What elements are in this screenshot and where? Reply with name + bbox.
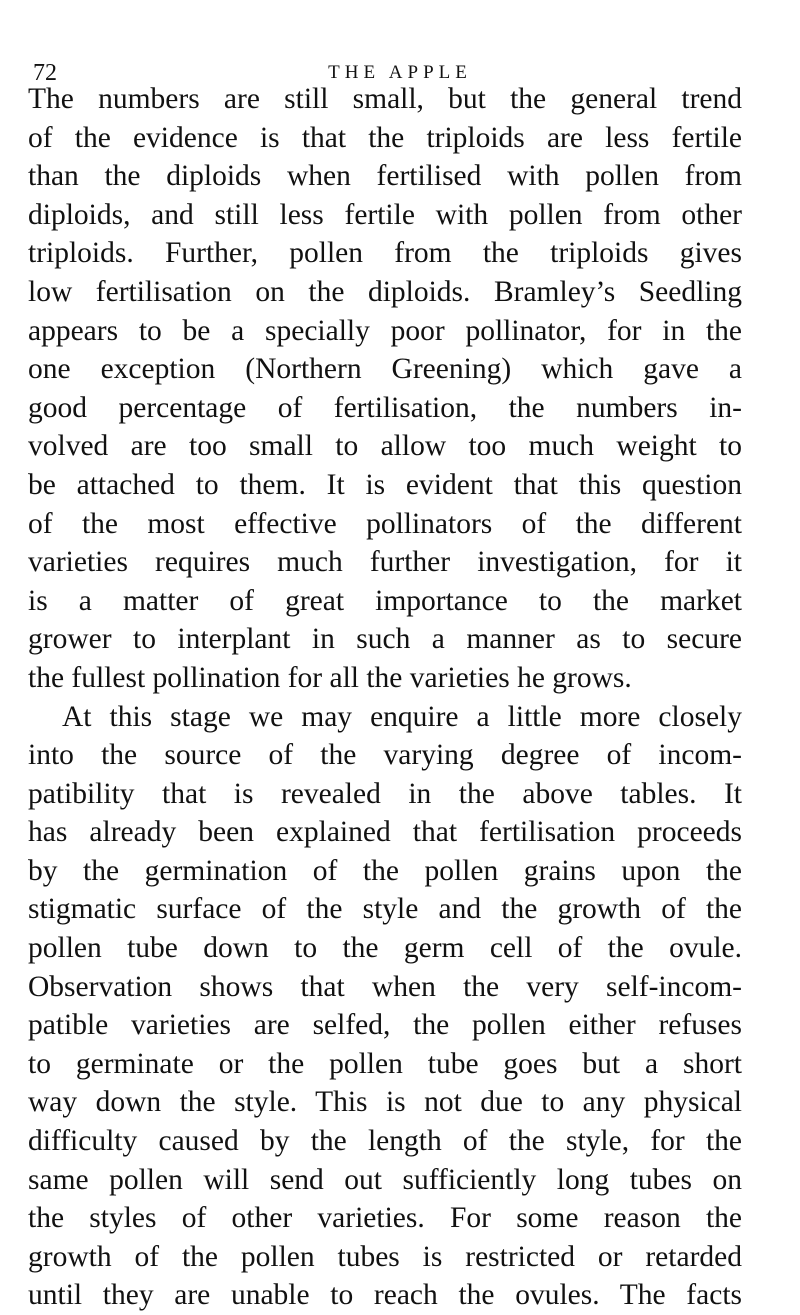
text-line: to germinate or the pollen tube goes but a short [28, 1047, 742, 1080]
text-line: pollen tube down to the germ cell of the ovule. [28, 932, 742, 965]
text-line: the fullest pollination for all the varieties he grows. [28, 661, 632, 694]
text-line: until they are unable to reach the ovules. The facts [28, 1279, 742, 1312]
text-line: grower to interplant in such a manner as to secure [28, 623, 742, 656]
text-line: volved are too small to allow too much weight to [28, 430, 742, 463]
running-title: THE APPLE [328, 62, 472, 83]
text-line: stigmatic surface of the style and the growth of the [28, 893, 742, 926]
text-line: varieties requires much further investigation, for it [28, 546, 742, 579]
text-line: the styles of other varieties. For some reason the [28, 1202, 742, 1235]
text-line: difficulty caused by the length of the style, for the [28, 1125, 742, 1158]
text-line: Observation shows that when the very self-incom- [28, 970, 742, 1003]
text-line: At this stage we may enquire a little more closely [62, 700, 742, 733]
text-line: way down the style. This is not due to any physical [28, 1086, 742, 1119]
text-line: patible varieties are selfed, the pollen either refuses [28, 1009, 742, 1042]
page-body-text [28, 80, 742, 1315]
text-line: than the diploids when fertilised with pollen from [28, 160, 742, 193]
page-number: 72 [33, 60, 57, 86]
text-line: diploids, and still less fertile with pollen from other [28, 198, 742, 231]
text-line: of the most effective pollinators of the different [28, 507, 742, 540]
text-line: good percentage of fertilisation, the numbers in- [28, 391, 742, 424]
text-line: same pollen will send out sufficiently long tubes on [28, 1163, 742, 1196]
text-line: be attached to them. It is evident that this question [28, 468, 742, 501]
text-line: appears to be a specially poor pollinator, for in the [28, 314, 742, 347]
text-line: triploids. Further, pollen from the triploids gives [28, 237, 742, 270]
text-line: into the source of the varying degree of incom- [28, 739, 742, 772]
text-line: patibility that is revealed in the above tables. It [28, 777, 742, 810]
text-line: of the evidence is that the triploids are less fertile [28, 121, 742, 154]
text-line: has already been explained that fertilisation proceeds [28, 816, 742, 849]
text-line: The numbers are still small, but the general trend [28, 83, 742, 115]
text-line: is a matter of great importance to the market [28, 584, 742, 617]
text-line: growth of the pollen tubes is restricted or retarded [28, 1240, 742, 1273]
text-line: one exception (Northern Greening) which gave a [28, 353, 742, 386]
text-line: by the germination of the pollen grains upon the [28, 854, 742, 887]
text-line: low fertilisation on the diploids. Bramley’s Seedling [28, 275, 742, 308]
